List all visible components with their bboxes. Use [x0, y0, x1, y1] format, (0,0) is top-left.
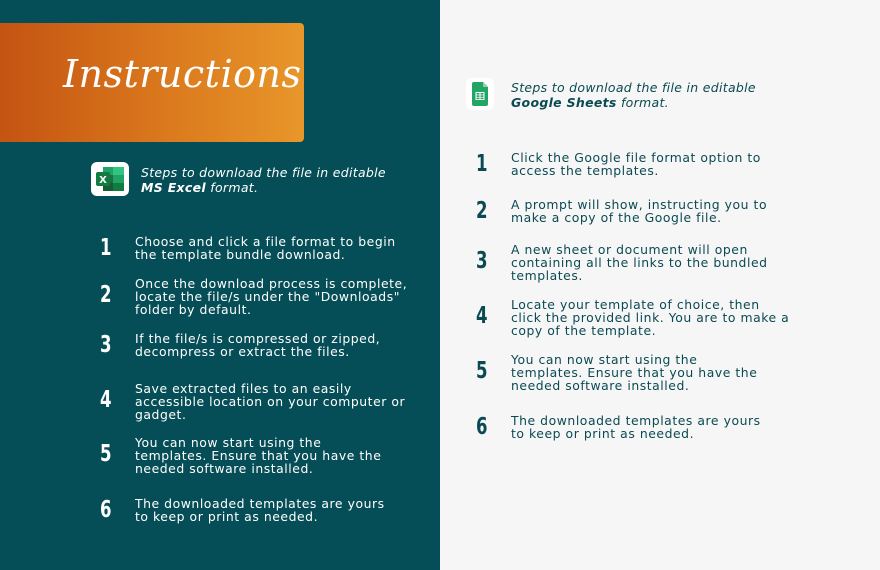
- step-number: 6: [476, 414, 488, 440]
- step-number: 2: [476, 198, 488, 224]
- svg-text:X: X: [99, 175, 107, 186]
- step-text: Once the download process is complete, locate the file/s under the "Downloads" folder by default.: [135, 276, 408, 317]
- step-number: 1: [476, 151, 488, 177]
- sheets-instructions-panel: [440, 0, 880, 570]
- sheets-intro-bold: Google Sheets: [511, 95, 617, 110]
- excel-intro-prefix: Steps to download the file in editable: [141, 165, 386, 180]
- step-number: 5: [100, 441, 112, 467]
- excel-intro-bold: MS Excel: [141, 180, 206, 195]
- excel-intro-suffix: format.: [210, 180, 259, 195]
- excel-icon: [91, 162, 129, 196]
- step-text: Choose and click a file format to begin the template bundle download.: [135, 234, 396, 262]
- step-text: If the file/s is compressed or zipped, decompress or extract the files.: [135, 331, 381, 359]
- step-number: 3: [100, 332, 112, 358]
- step-text: A prompt will show, instructing you to make a copy of the Google file.: [511, 197, 768, 225]
- page-title: Instructions: [63, 52, 302, 96]
- step-text: Save extracted files to an easily accessible location on your computer or gadget.: [135, 381, 406, 422]
- step-number: 4: [476, 303, 488, 329]
- step-number: 2: [100, 282, 112, 308]
- step-text: The downloaded templates are yours to keep or print as needed.: [135, 496, 385, 524]
- step-number: 3: [476, 248, 488, 274]
- step-number: 6: [100, 497, 112, 523]
- step-text: Click the Google file format option to access the templates.: [511, 150, 761, 178]
- step-text: You can now start using the templates. Ensure that you have the needed software installed.: [135, 435, 382, 476]
- excel-intro: [141, 165, 421, 195]
- step-number: 1: [100, 235, 112, 261]
- sheets-intro: [511, 80, 811, 110]
- google-sheets-icon: [466, 78, 494, 110]
- step-text: A new sheet or document will open containing all the links to the bundled templates.: [511, 242, 768, 283]
- step-number: 5: [476, 358, 488, 384]
- step-text: The downloaded templates are yours to keep or print as needed.: [511, 413, 761, 441]
- step-number: 4: [100, 387, 112, 413]
- step-text: Locate your template of choice, then click the provided link. You are to make a copy of the template.: [511, 297, 790, 338]
- step-text: You can now start using the templates. Ensure that you have the needed software installed.: [511, 352, 758, 393]
- sheets-intro-prefix: Steps to download the file in editable: [511, 80, 756, 95]
- sheets-intro-suffix: format.: [620, 95, 669, 110]
